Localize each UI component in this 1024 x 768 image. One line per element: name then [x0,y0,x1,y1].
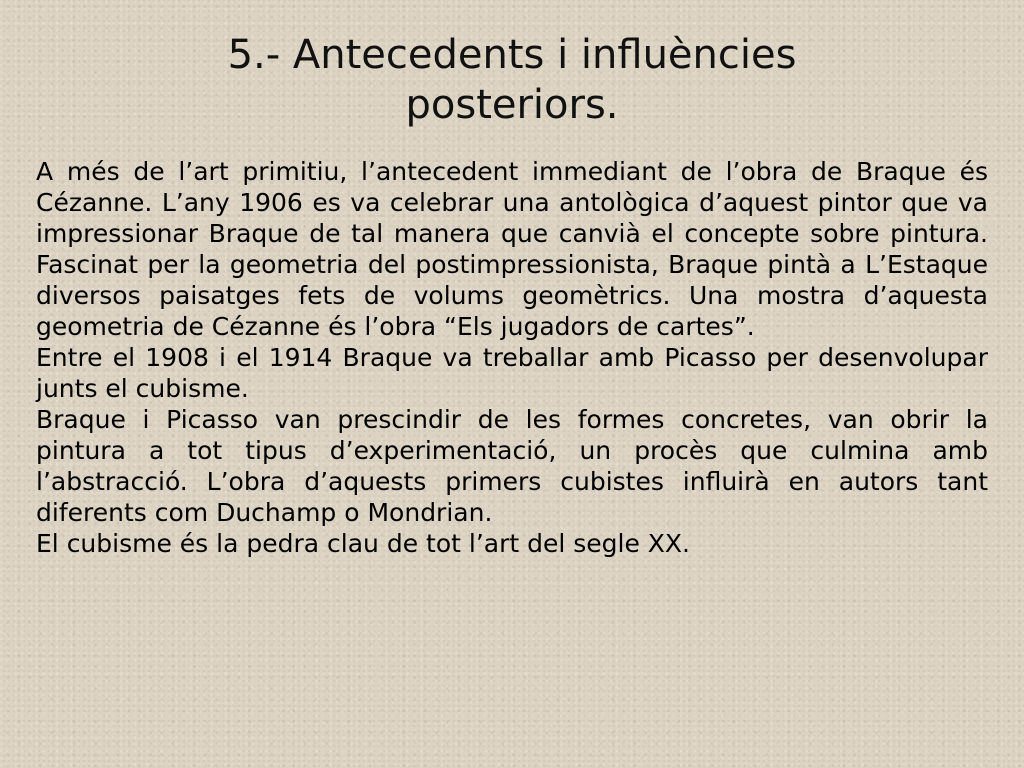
slide-body [36,156,988,559]
paragraph-picasso: Entre el 1908 i el 1914 Braque va treballar amb Picasso per desenvolupar junts el cubisme. [36,343,988,403]
slide-title-line-1: 5.- Antecedents i influències [227,32,797,78]
paragraph-conclusion: El cubisme és la pedra clau de tot l’art del segle XX. [36,529,691,558]
paragraph-cezanne: A més de l’art primitiu, l’antecedent immediant de l’obra de Braque és Cézanne. L’any 1906 es va celebrar una antològica d’aquest pintor que va impressionar Braque de tal manera que canvià el concepte sobre pintura. Fascinat per la geometria del postimpressionista, Braque pintà a L’Estaque diversos paisatges fets de volums geomètrics. Una mostra d’aquesta geometria de Cézanne és l’obra “Els jugadors de cartes”. [36,157,988,341]
paragraph-experimentation: Braque i Picasso van prescindir de les formes concretes, van obrir la pintura a tot tipus d’experimentació, un procès que culmina amb l’abstracció. L’obra d’aquests primers cubistes influirà en autors tant diferents com Duchamp o Mondrian. [36,405,988,527]
slide-title-line-2: posteriors. [405,82,619,128]
slide-title [0,30,1024,130]
